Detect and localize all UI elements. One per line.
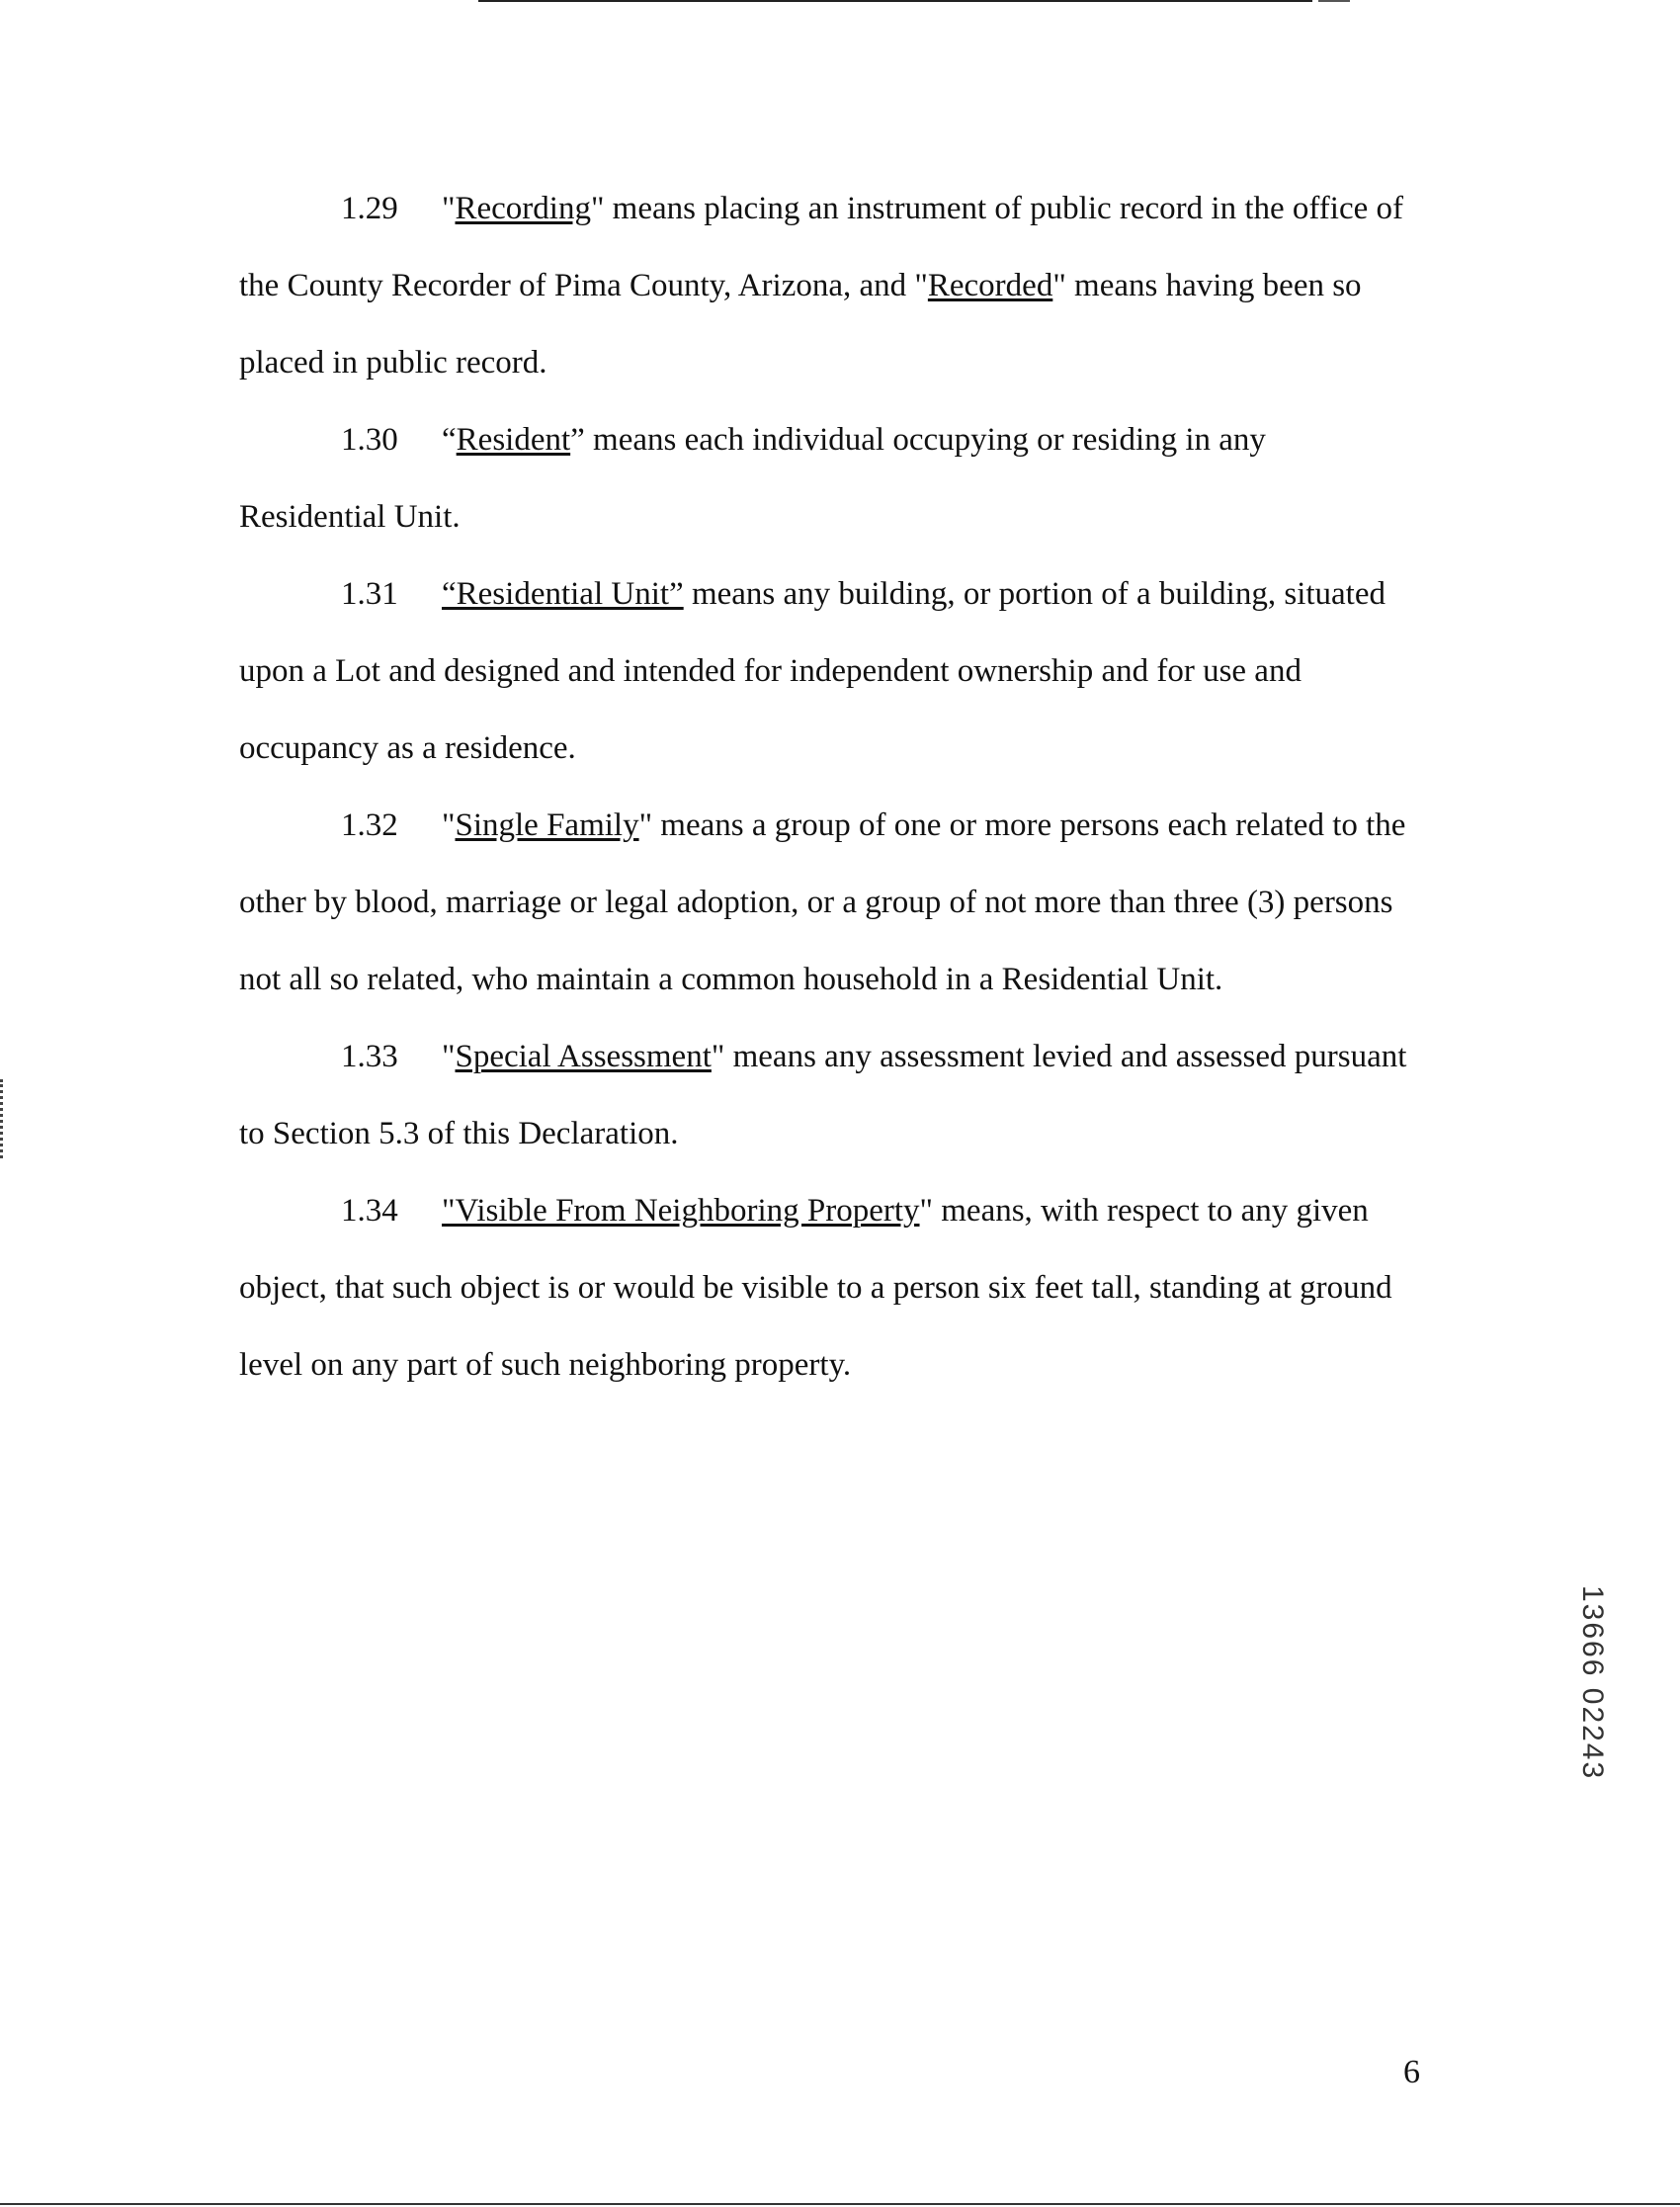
defined-term: "Visible From Neighboring Property (442, 1193, 920, 1229)
definition-text: " means, with respect to any given object, that such object is or would be visible to a person six feet tall, standing at ground level on any part of such neighboring property. (239, 1193, 1392, 1383)
defined-term: Recorded (927, 268, 1053, 303)
definition-text: " means any assessment levied and assessed pursuant to Section 5.3 of this Declaration. (239, 1039, 1407, 1151)
bottom-scan-rule (0, 2203, 1680, 2205)
definition-text: ” means each individual occupying or residing in any Residential Unit. (239, 422, 1266, 535)
defined-term: Special Assessment (455, 1039, 712, 1074)
section-number: 1.31 (341, 576, 398, 612)
definitions-body (239, 170, 1415, 1403)
section-number: 1.33 (341, 1039, 398, 1074)
section-number: 1.32 (341, 807, 398, 843)
definition-paragraph (239, 787, 1415, 1018)
definition-paragraph (239, 555, 1415, 787)
recording-stamp: 13666 02243 (1576, 1585, 1609, 1781)
definition-text: " (442, 191, 456, 226)
definition-text: " (442, 1039, 456, 1074)
left-edge-scan-marks (0, 1079, 7, 1158)
section-number: 1.34 (341, 1193, 398, 1229)
definition-text: “ (442, 422, 457, 458)
top-scan-rule (478, 0, 1312, 2)
definition-paragraph (239, 1018, 1415, 1172)
definition-paragraph (239, 1172, 1415, 1403)
top-scan-rule-end (1318, 0, 1350, 2)
definition-text: " means a group of one or more persons each related to the other by blood, marriage or legal adoption, or a group of not more than three (3) persons not all so related, who maintain a common household in a Residential Unit. (239, 807, 1406, 997)
section-number: 1.30 (341, 422, 398, 458)
definition-text: " (442, 807, 456, 843)
defined-term: Single Family (455, 807, 639, 843)
defined-term: Recording (455, 191, 591, 226)
definition-text: means any building, or portion of a building, situated upon a Lot and designed and intended for independent ownership and for use and occupancy as a residence. (239, 576, 1386, 766)
definition-paragraph (239, 401, 1415, 555)
defined-term: “Residential Unit” (442, 576, 684, 612)
definition-paragraph (239, 170, 1415, 401)
definition-text: " means having been so placed in public record. (239, 268, 1362, 381)
definition-text: " means placing an instrument of public record in the office of the County Recorder of Pima County, Arizona, and " (239, 191, 1403, 303)
defined-term: Resident (456, 422, 571, 458)
section-number: 1.29 (341, 191, 398, 226)
page-number: 6 (1403, 2054, 1420, 2090)
